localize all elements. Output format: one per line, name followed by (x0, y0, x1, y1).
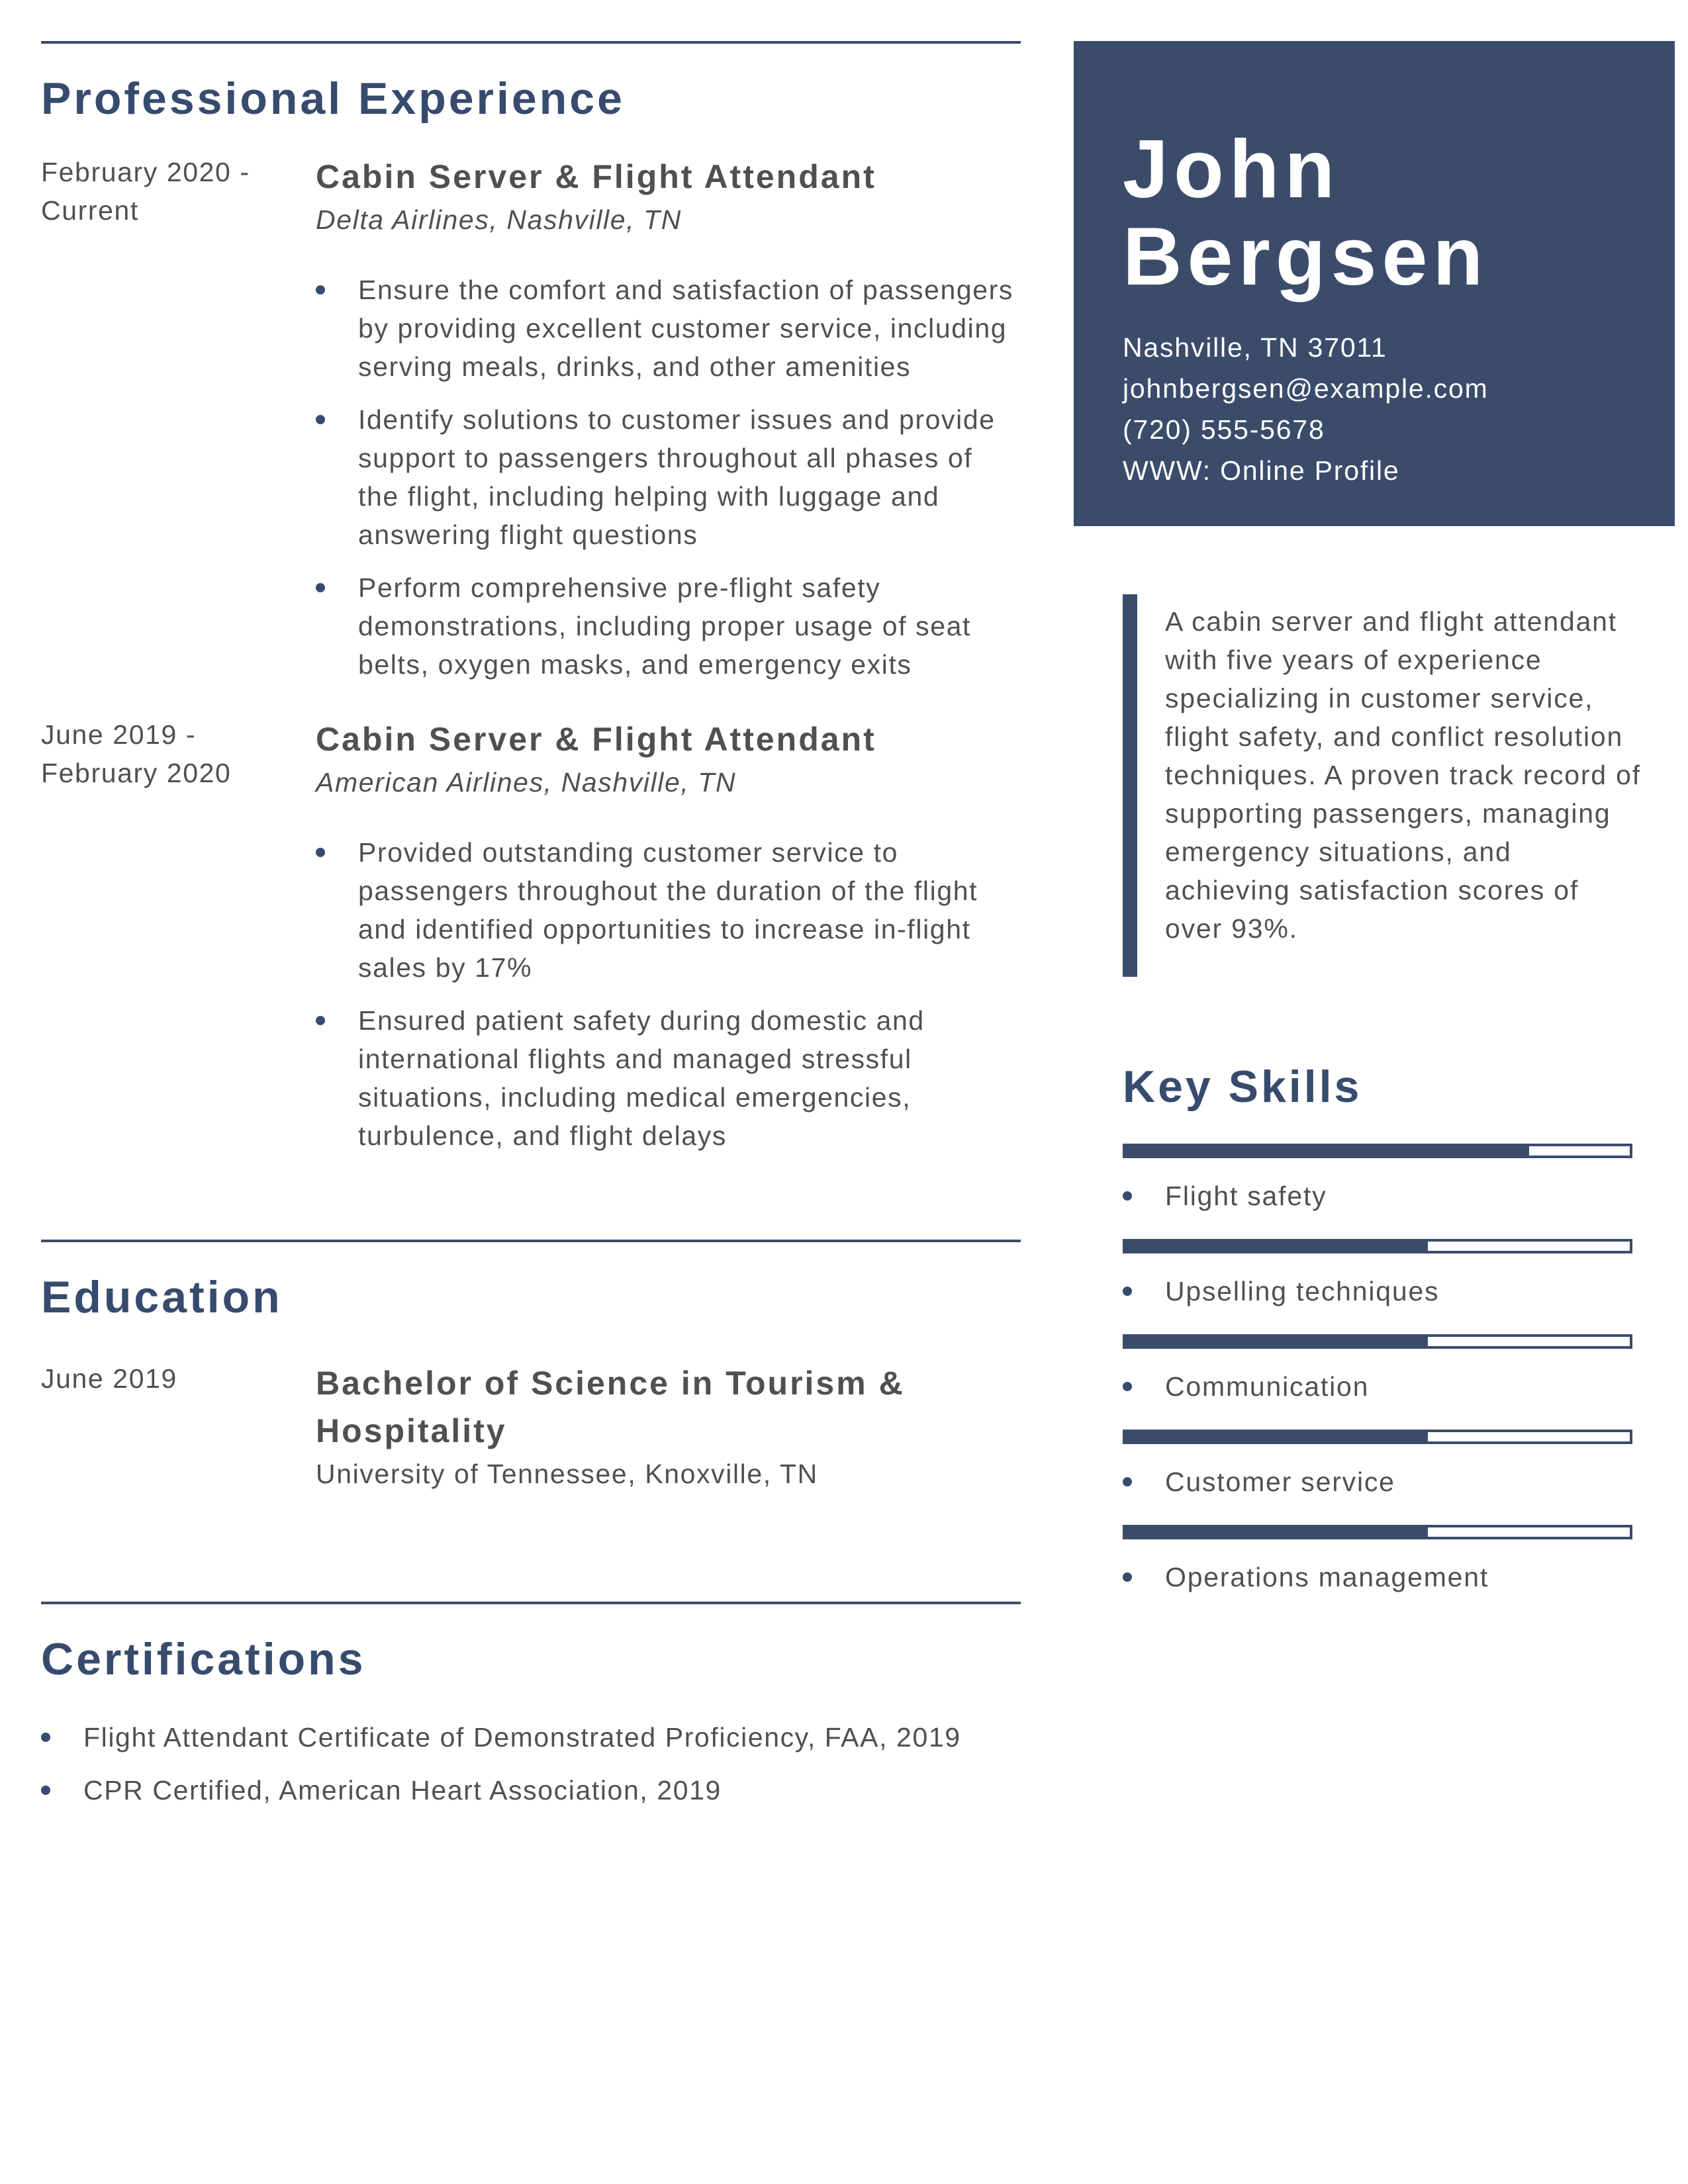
skill-level-fill (1125, 1527, 1428, 1537)
job-bullet: Ensure the comfort and satisfaction of passengers by providing excellent customer service, including serving meals, drinks, and other amenities (316, 271, 1021, 386)
job-bullet: Ensured patient safety during domestic and international flights and managed stressful situations, including medical emergencies, turbulence, and flight delays (316, 1001, 1021, 1155)
job-date: June 2019 - February 2020 (41, 719, 232, 788)
skill-name: Upselling techniques (1165, 1276, 1440, 1306)
first-name: John (1123, 124, 1340, 215)
job-title: Cabin Server & Flight Attendant (316, 158, 876, 195)
education-entry (41, 1359, 1021, 1493)
skill-level-bar (1123, 1144, 1632, 1158)
section-divider (41, 1602, 1021, 1604)
skill-level-fill (1125, 1432, 1428, 1441)
skill-item (1123, 1144, 1639, 1239)
skills-list (1123, 1144, 1639, 1620)
left-column (41, 41, 1021, 1809)
bullet-icon (1123, 1477, 1132, 1486)
bullet-icon (1123, 1382, 1132, 1391)
job-company: American Airlines, Nashville, TN (316, 766, 737, 797)
skill-name: Operations management (1165, 1562, 1489, 1592)
bullet-icon (1123, 1287, 1132, 1296)
skill-level-bar (1123, 1239, 1632, 1253)
address: Nashville, TN 37011 (1123, 332, 1387, 363)
education-heading: Education (41, 1271, 283, 1322)
section-divider (41, 41, 1021, 44)
skill-name: Communication (1165, 1371, 1370, 1402)
certification-item: Flight Attendant Certificate of Demonstrated Proficiency, FAA, 2019 (41, 1718, 1021, 1756)
job-bullets (316, 271, 1021, 684)
skill-level-bar (1123, 1430, 1632, 1444)
skill-level-bar (1123, 1525, 1632, 1539)
summary-accent-bar (1123, 594, 1137, 977)
certification-item: CPR Certified, American Heart Association, 2019 (41, 1771, 1021, 1809)
job-bullet: Perform comprehensive pre-flight safety demonstrations, including proper usage of seat belts, oxygen masks, and emergency exits (316, 569, 1021, 684)
job-company: Delta Airlines, Nashville, TN (316, 204, 682, 235)
job-entry (41, 715, 1021, 1155)
email-link[interactable]: johnbergsen@example.com (1123, 373, 1489, 404)
bullet-icon (1123, 1572, 1132, 1582)
education-date: June 2019 (41, 1363, 177, 1394)
experience-heading: Professional Experience (41, 73, 625, 124)
website-link[interactable]: WWW: Online Profile (1123, 455, 1400, 486)
job-entry (41, 153, 1021, 684)
certifications-heading: Certifications (41, 1633, 366, 1684)
job-bullets (316, 833, 1021, 1155)
job-bullet: Identify solutions to customer issues and provide support to passengers throughout all phases of the flight, including helping with luggage and answering flight questions (316, 400, 1021, 554)
last-name: Bergsen (1123, 211, 1489, 302)
skill-item (1123, 1334, 1639, 1430)
skill-item (1123, 1525, 1639, 1620)
skill-level-fill (1125, 1242, 1428, 1251)
key-skills (1123, 1056, 1639, 1620)
section-divider (41, 1240, 1021, 1242)
skill-item (1123, 1430, 1639, 1525)
skill-level-fill (1125, 1146, 1529, 1156)
job-date: February 2020 - Current (41, 156, 250, 226)
skill-level-bar (1123, 1334, 1632, 1349)
certifications-list (41, 1718, 1021, 1809)
job-bullet: Provided outstanding customer service to passengers throughout the duration of the flight and identified opportunities to increase in-flight sales by 17% (316, 833, 1021, 987)
skills-heading: Key Skills (1123, 1062, 1362, 1112)
education-degree: Bachelor of Science in Tourism & Hospitality (316, 1364, 905, 1449)
phone: (720) 555-5678 (1123, 414, 1325, 445)
skill-level-fill (1125, 1337, 1428, 1346)
education-school: University of Tennessee, Knoxville, TN (316, 1458, 818, 1489)
job-title: Cabin Server & Flight Attendant (316, 720, 876, 758)
candidate-name (1123, 126, 1488, 300)
contact-info (1123, 327, 1489, 491)
summary-text: A cabin server and flight attendant with five years of experience specializing in customer service, flight safety, and conflict resolution techniques. A proven track record of supporting passengers, managing emergency situations, and achieving satisfaction scores of over 93%. (1165, 606, 1641, 944)
skill-item (1123, 1239, 1639, 1334)
skill-name: Customer service (1165, 1467, 1395, 1497)
header-box (1074, 41, 1675, 526)
bullet-icon (1123, 1191, 1132, 1201)
skill-name: Flight safety (1165, 1181, 1327, 1211)
